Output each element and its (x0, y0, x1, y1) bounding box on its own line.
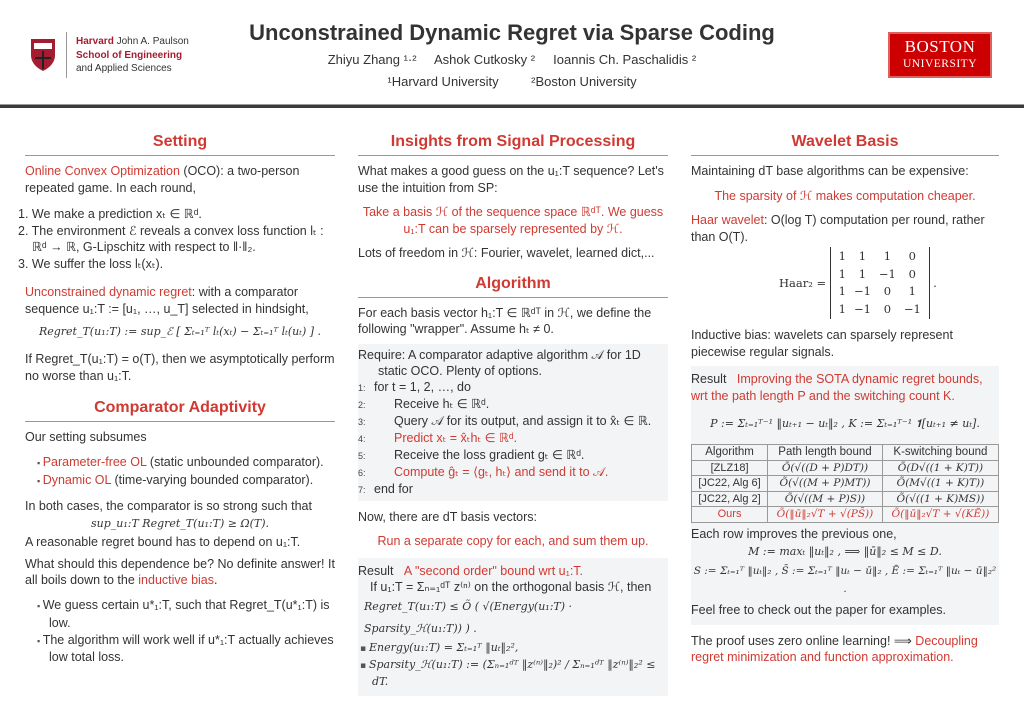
comparator-p1: In both cases, the comparator is so strong such that (25, 498, 312, 513)
insights-p2: Lots of freedom in ℋ: Fourier, wavelet, learned dict,... (358, 246, 655, 260)
line-text: end for (374, 481, 413, 496)
wavelet-heading: Wavelet Basis (791, 133, 899, 150)
line-text: Compute ĝₜ = ⟨gₜ, hₜ⟩ and send it to 𝒜. (394, 464, 609, 479)
table-cell: Õ(√((D + P)DT)) (768, 460, 883, 476)
section-rule (691, 155, 999, 156)
result-formula: Regret_T(u₁:T) ≤ Õ ( √(Energy(u₁:T) · Sparsity_ℋ(u₁:T)) ) . (364, 599, 573, 635)
matrix-cell: −1 (853, 284, 871, 298)
algorithm-line (358, 396, 666, 413)
wavelet-p4: Each row improves the previous one, (691, 526, 897, 541)
algorithm-line (358, 430, 666, 447)
bullet-item (25, 472, 335, 490)
regret-conclusion: If Regret_T(u₁:T) = o(T), then we asymptotically perform no worse than u₁:T. (25, 352, 335, 383)
table-cell: Õ(D√((1 + K)T)) (882, 460, 998, 476)
haar-desc: : O(log T) computation per round, rather than O(T). (691, 213, 985, 244)
column-1 (18, 132, 335, 665)
dynamic-regret-desc: : with a comparator sequence u₁:T := [u₁, …, u_T] selected in hindsight, (25, 285, 309, 316)
haar-period: . (933, 276, 937, 290)
column-2 (358, 132, 668, 696)
matrix-cell: 1 (908, 284, 916, 298)
result-label: Result (691, 372, 727, 386)
authors (0, 52, 1024, 67)
comparator-intro: Our setting subsumes (25, 430, 147, 444)
table-cell: Õ(‖ū‖₂√T + √(KĒ)) (882, 507, 998, 523)
table-cell: Õ(√((M + P)MT)) (768, 476, 883, 492)
haar-term: Haar wavelet (691, 213, 764, 227)
comparator-bullets (25, 454, 335, 490)
affiliation: ²Boston University (531, 74, 637, 89)
line-number: 4: (358, 433, 366, 444)
regret-formula: Regret_T(u₁:T) := sup_ℰ [ Σₜ₌₁ᵀ lₜ(xₜ) − Σₜ₌₁ᵀ lₜ(uₜ) ] . (38, 325, 322, 338)
algorithm-result-box (358, 558, 668, 696)
table-row (692, 491, 999, 507)
wavelet-p5: Feel free to check out the paper for examples. (691, 603, 946, 617)
energy-bullet: ▪ Energy(u₁:T) = Σₜ₌₁ᵀ ‖uₜ‖₂², (358, 640, 666, 657)
result-condition: If u₁:T = Σₙ₌₁ᵈᵀ z⁽ⁿ⁾ on the orthogonal basis ℋ, then (370, 580, 652, 594)
conclusion-highlight: Decoupling regret minimization and function approximation. (691, 633, 978, 664)
line-text: Predict xₜ = x̂ₜhₜ ∈ ℝᵈ. (394, 430, 518, 445)
comparator-heading: Comparator Adaptivity (94, 399, 266, 416)
algorithm-heading: Algorithm (475, 274, 551, 292)
matrix-cell: 1 (838, 266, 846, 281)
table-row (692, 507, 999, 523)
algorithm-line (358, 481, 666, 498)
inductive-bias-term: inductive bias (138, 573, 215, 587)
table-cell: [ZLZ18] (692, 460, 768, 476)
pk-formula: P := Σₜ₌₁ᵀ⁻¹ ‖uₜ₊₁ − uₜ‖₂ , K := Σₜ₌₁ᵀ⁻¹ 𝟏[uₜ₊₁ ≠ uₜ]. (710, 417, 980, 430)
bullet-text: (time-varying bounded comparator). (111, 472, 314, 487)
matrix-cell: 0 (908, 249, 916, 263)
column-header: Path length bound (768, 445, 883, 461)
m-formula: M := maxₜ ‖uₜ‖₂ , ⟹ ‖ū‖₂ ≤ M ≤ D. (748, 545, 942, 558)
algorithm-line (358, 464, 666, 481)
insights-p1: What makes a good guess on the u₁:T sequence? Let's use the intuition from SP: (358, 164, 664, 195)
matrix-row (836, 267, 924, 283)
column-3 (691, 132, 999, 666)
line-text: Query 𝒜 for its output, and assign it to x̂ₜ ∈ ℝ. (394, 413, 652, 428)
paulson-word: John A. Paulson (113, 36, 189, 47)
bounds-table (691, 444, 999, 523)
section-rule (358, 297, 668, 298)
matrix-cell: 1 (838, 249, 846, 263)
setting-heading: Setting (152, 133, 208, 150)
line-number: 3: (358, 416, 366, 427)
oco-term: Online Convex Optimization (25, 164, 180, 178)
step-item: 3. We suffer the loss lₜ(xₜ). (18, 256, 164, 271)
matrix-cell: 1 (858, 266, 867, 281)
oco-desc: (OCO): a two-person repeated game. In each round, (25, 164, 300, 195)
wavelet-p1: Maintaining dT base algorithms can be expensive: (691, 164, 969, 178)
line-number: 6: (358, 467, 366, 478)
bullet-item: ▪ We guess certain u*₁:T, such that Regret_T(u*₁:T) is low. (25, 597, 335, 632)
haar-text (691, 212, 999, 245)
dynamic-ol-term: Dynamic OL (42, 472, 112, 487)
table-cell: Õ(√((M + P)S)) (768, 491, 883, 507)
algorithm-line (358, 413, 666, 430)
comparator-p2: A reasonable regret bound has to depend on u₁:T. (25, 535, 301, 549)
line-text: Receive the loss gradient gₜ ∈ ℝᵈ. (394, 447, 585, 462)
algorithm-lines (358, 379, 666, 498)
table-cell: [JC22, Alg 2] (692, 491, 768, 507)
step-item: 1. We make a prediction xₜ ∈ ℝᵈ. (18, 207, 202, 221)
boston-university-logo (888, 32, 992, 78)
wavelet-result-box (691, 366, 999, 625)
poster-title: Unconstrained Dynamic Regret via Sparse Coding (249, 20, 775, 45)
applied-sciences-line: and Applied Sciences (76, 63, 172, 74)
matrix-row (836, 302, 924, 318)
matrix-cell: 1 (883, 249, 892, 263)
table-row (692, 476, 999, 492)
affiliation: ¹Harvard University (387, 74, 499, 89)
matrix-cell: 1 (838, 301, 846, 316)
bu-logo-line1: BOSTON (904, 37, 976, 56)
line-number: 1: (358, 382, 366, 393)
affiliations (0, 74, 1024, 89)
matrix-row (836, 284, 924, 300)
bullet-item (25, 454, 335, 472)
require-line (358, 347, 666, 379)
haar-matrix-block (779, 247, 999, 319)
header-divider (0, 104, 1024, 108)
author: Zhiyu Zhang ¹·² (327, 52, 417, 67)
algorithm-box (358, 344, 668, 501)
section-rule (25, 155, 335, 156)
insights-key-idea: Take a basis ℋ of the sequence space ℝᵈᵀ. We guess u₁:T can be sparsely represented by ℋ. (362, 205, 664, 236)
algorithm-key-idea: Run a separate copy for each, and sum them up. (377, 534, 649, 548)
algorithm-p2: Now, there are dT basis vectors: (358, 509, 538, 524)
table-header-row (692, 445, 999, 461)
table-cell: [JC22, Alg 6] (692, 476, 768, 492)
section-rule (358, 155, 668, 156)
sup-regret-formula: sup_u₁:T Regret_T(u₁:T) ≥ Ω(T). (90, 517, 270, 530)
p3-text: What should this dependence be? No definite answer! It all boils down to the (25, 556, 335, 587)
haar-matrix (830, 247, 930, 319)
matrix-cell: −1 (878, 266, 896, 281)
matrix-row (836, 249, 924, 265)
wavelet-key-idea: The sparsity of ℋ makes computation cheaper. (714, 188, 976, 203)
matrix-cell: 1 (858, 249, 867, 263)
s-formula: S := Σₜ₌₁ᵀ ‖uₜ‖₂ , S̄ := Σₜ₌₁ᵀ ‖uₜ − ū‖₂ , Ē := Σₜ₌₁ᵀ ‖uₜ − ū‖₂² . (693, 565, 997, 595)
dynamic-regret-term: Unconstrained dynamic regret (25, 285, 192, 299)
seas-line: School of Engineering (76, 49, 183, 61)
table-cell: Ours (692, 507, 768, 523)
line-text: for t = 1, 2, …, do (374, 379, 471, 394)
wavelet-conclusion (691, 633, 999, 666)
matrix-cell: −1 (903, 301, 921, 316)
bullet-text: (static unbounded comparator). (146, 454, 324, 469)
setting-steps (10, 206, 335, 272)
require-text: : A comparator adaptive algorithm 𝒜 for 1D static OCO. Plenty of options. (378, 347, 641, 378)
table-cell: Õ(√((1 + K)MS)) (882, 491, 998, 507)
result-headline: Improving the SOTA dynamic regret bounds, wrt the path length P and the switching count K. (691, 372, 983, 403)
algorithm-line (358, 447, 666, 464)
p3-end: . (214, 573, 218, 587)
algorithm-p1: For each basis vector h₁:T ∈ ℝᵈᵀ in ℋ, we define the following "wrapper". Assume hₜ ≠ 0. (358, 305, 652, 336)
matrix-cell: 0 (883, 301, 892, 316)
bullet-item: ▪ The algorithm will work well if u*₁:T actually achieves low total loss. (25, 632, 335, 665)
matrix-cell: 0 (883, 284, 892, 298)
algorithm-line (358, 379, 666, 396)
comparator-bullets2 (25, 597, 335, 665)
setting-intro (25, 163, 335, 196)
line-number: 2: (358, 399, 366, 410)
matrix-cell: −1 (853, 301, 871, 316)
author: Ioannis Ch. Paschalidis ² (553, 52, 697, 67)
result-label: Result (358, 563, 394, 578)
author: Ashok Cutkosky ² (433, 52, 536, 67)
table-cell: Õ(M√((1 + K)T)) (882, 476, 998, 492)
insights-heading: Insights from Signal Processing (390, 133, 636, 150)
column-header: K-switching bound (882, 445, 998, 461)
bu-logo-line2: UNIVERSITY (903, 58, 977, 70)
matrix-cell: 1 (838, 284, 846, 298)
table-row (692, 460, 999, 476)
haar-label: Haar₂ = (779, 276, 827, 290)
table-cell: Õ(‖ū‖₂√T + √(PS̄)) (768, 507, 883, 523)
matrix-cell: 0 (908, 266, 916, 281)
harvard-word: Harvard (76, 36, 114, 47)
require-label: Require (358, 347, 402, 362)
comparator-p3 (25, 556, 335, 589)
conclusion-text: The proof uses zero online learning! ⟹ (691, 633, 916, 648)
wavelet-p3: Inductive bias: wavelets can sparsely represent piecewise regular signals. (691, 328, 953, 359)
regret-definition (25, 284, 335, 317)
result-headline: A "second order" bound wrt u₁:T. (403, 563, 584, 578)
line-number: 5: (358, 450, 366, 461)
section-rule (25, 421, 335, 422)
line-number: 7: (358, 484, 366, 495)
step-item: 2. The environment ℰ reveals a convex loss function lₜ : ℝᵈ → ℝ, G-Lipschitz with respect to ‖·‖₂. (18, 223, 324, 254)
sparsity-bullet: ▪ Sparsity_ℋ(u₁:T) := (Σₙ₌₁ᵈᵀ ‖z⁽ⁿ⁾‖₂)² / Σₙ₌₁ᵈᵀ ‖z⁽ⁿ⁾‖₂² ≤ dT. (358, 657, 666, 690)
column-header: Algorithm (692, 445, 768, 461)
parameter-free-term: Parameter-free OL (42, 454, 147, 469)
line-text: Receive hₜ ∈ ℝᵈ. (394, 396, 490, 411)
